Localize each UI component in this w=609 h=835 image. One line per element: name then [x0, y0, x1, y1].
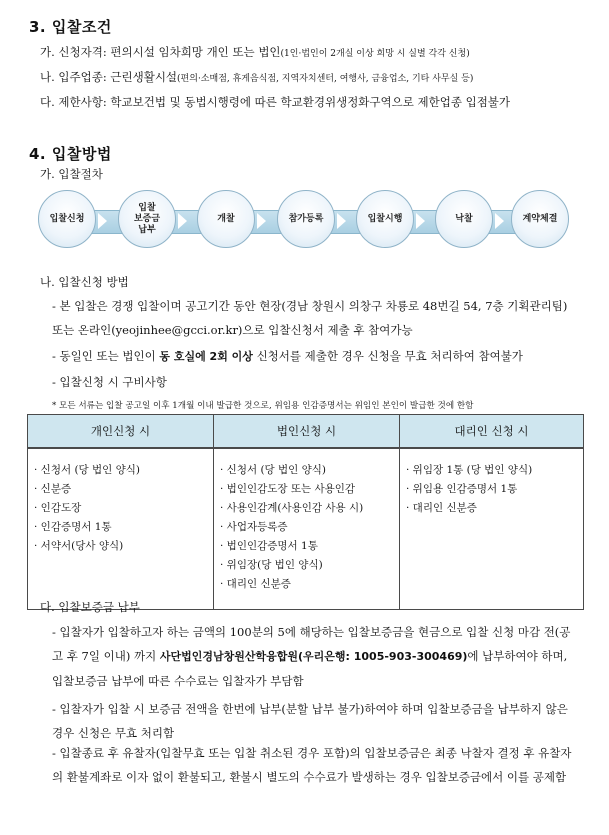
header-agent: 대리인 신청 시	[400, 415, 584, 449]
list-item: · 인감도장	[34, 502, 82, 514]
section-3-title: 3. 입찰조건	[29, 18, 112, 36]
list-item: · 위임용 인감증명서 1통	[406, 483, 518, 495]
header-individual: 개인신청 시	[28, 415, 214, 449]
arrow-icon	[178, 213, 187, 229]
list-item: · 사용인감계(사용인감 사용 시)	[220, 502, 364, 514]
deposit-bullet-2: - 입찰자가 입찰 시 보증금 전액을 한번에 납부(분할 납부 불가)하여야 하며 입찰보증금을 납부하지 않은 경우 신청은 무효 처리함	[52, 702, 568, 740]
flow-step-application: 입찰신청	[38, 190, 96, 248]
method-bullet-3: - 입찰신청 시 구비사항	[52, 375, 167, 389]
section-4-title: 4. 입찰방법	[29, 145, 112, 163]
list-item: · 법인인감증명서 1통	[220, 540, 318, 552]
list-item: · 법인인감도장 또는 사용인감	[220, 483, 356, 495]
condition-restrictions: 다. 제한사항: 학교보건법 및 동법시행령에 따른 학교환경위생정화구역으로 제한업종 입점불가	[40, 95, 511, 109]
list-item: · 위임장(당 법인 양식)	[220, 559, 323, 571]
arrow-icon	[337, 213, 346, 229]
list-item: · 대리인 신분증	[406, 502, 477, 514]
deposit-heading: 다. 입찰보증금 납부	[40, 600, 140, 614]
flow-step-contract: 계약체결	[511, 190, 569, 248]
list-item: · 사업자등록증	[220, 521, 288, 533]
individual-docs	[28, 448, 214, 610]
header-corporate: 법인신청 시	[214, 415, 400, 449]
flow-step-opening: 개찰	[197, 190, 255, 248]
list-item: · 인감증명서 1통	[34, 521, 112, 533]
requirements-table	[27, 414, 584, 610]
flow-step-award: 낙찰	[435, 190, 493, 248]
arrow-icon	[257, 213, 266, 229]
method-heading: 나. 입찰신청 방법	[40, 275, 129, 289]
table-header-row	[28, 415, 584, 449]
list-item: · 신분증	[34, 483, 72, 495]
list-item: · 대리인 신분증	[220, 578, 291, 590]
condition-business-type: 나. 입주업종: 근린생활시설(편의·소매점, 휴게음식점, 지역자치센터, 여행사, 금융업소, 기타 사무실 등)	[40, 70, 474, 84]
procedure-heading: 가. 입찰절차	[40, 167, 103, 181]
deposit-bullet-1: - 입찰자가 입찰하고자 하는 금액의 100분의 5에 해당하는 입찰보증금을 현금으로 입찰 신청 마감 전(공고 후 7일 이내) 까지 사단법인경남창원산학융합원(우리은행: 1005-903-300469)에 납부하여야 하며, 입찰보증금 납부에 따른 수수료는 입찰자가 부담함	[52, 625, 571, 688]
list-item: · 위임장 1통 (당 법인 양식)	[406, 464, 533, 476]
list-item: · 신청서 (당 법인 양식)	[220, 464, 327, 476]
list-item: · 서약서(당사 양식)	[34, 540, 124, 552]
method-bullet-2: - 동일인 또는 법인이 동 호실에 2회 이상 신청서를 제출한 경우 신청을 무효 처리하여 참여불가	[52, 349, 523, 363]
flow-step-deposit: 입찰 보증금 납부	[118, 190, 176, 248]
flow-step-bidding: 입찰시행	[356, 190, 414, 248]
agent-docs	[400, 448, 584, 610]
deposit-bullet-3: - 입찰종료 후 유찰자(입찰무효 또는 입찰 취소된 경우 포함)의 입찰보증금은 최종 낙찰자 결정 후 유찰자의 환불계좌로 이자 없이 환불되고, 환불시 별도의 수수료가 발생하는 경우 입찰보증금에서 이를 공제함	[52, 746, 572, 784]
bid-procedure-flow	[34, 190, 569, 254]
arrow-icon	[495, 213, 504, 229]
table-row	[28, 448, 584, 610]
method-bullet-1: - 본 입찰은 경쟁 입찰이며 공고기간 동안 현장(경남 창원시 의창구 차룡로 48번길 54, 7층 기획관리팀) 또는 온라인(yeojinhee@gcci.or.kr)으로 입찰신청서 제출 후 참여가능	[52, 299, 568, 337]
list-item: · 신청서 (당 법인 양식)	[34, 464, 141, 476]
condition-qualification: 가. 신청자격: 편의시설 임차희망 개인 또는 법인(1인·법인이 2개실 이상 희망 시 실별 각각 신청)	[40, 45, 470, 59]
document-note: * 모든 서류는 입찰 공고일 이후 1개월 이내 발급한 것으로, 위임용 인감증명서는 위임인 본인이 발급한 것에 한함	[52, 401, 474, 411]
flow-step-registration: 참가등록	[277, 190, 335, 248]
arrow-icon	[416, 213, 425, 229]
arrow-icon	[98, 213, 107, 229]
corporate-docs	[214, 448, 400, 610]
